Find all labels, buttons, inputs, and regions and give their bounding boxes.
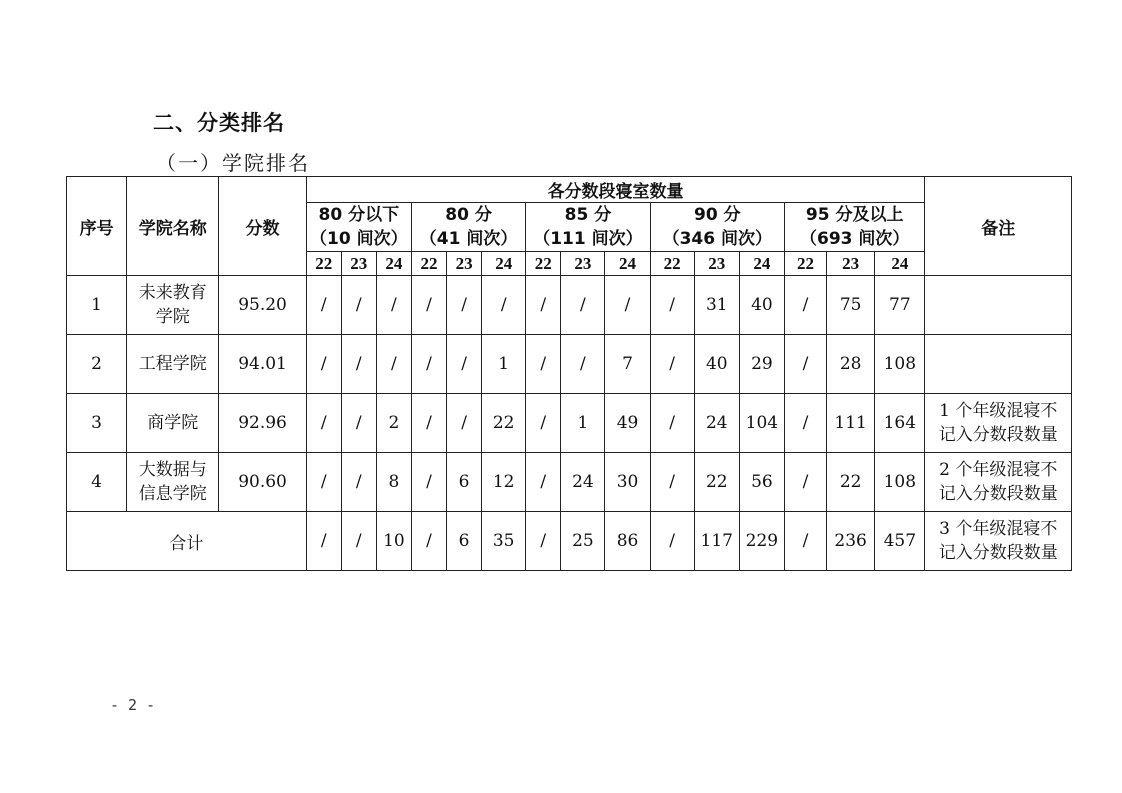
row-count-cell: 111 (827, 394, 875, 453)
header-range-2 (526, 203, 650, 252)
row-count-cell: 1 (561, 394, 605, 453)
table-row (67, 394, 1072, 453)
row-count-cell: 108 (875, 335, 925, 394)
header-year: 23 (341, 252, 376, 276)
total-label: 合计 (67, 512, 307, 571)
row-score: 94.01 (219, 335, 306, 394)
row-score: 95.20 (219, 276, 306, 335)
row-index: 2 (67, 335, 127, 394)
total-count-cell: / (526, 512, 561, 571)
table-row (67, 276, 1072, 335)
line: 信息学院 (138, 484, 207, 504)
row-count-cell: / (526, 453, 561, 512)
total-count-cell: / (306, 512, 341, 571)
row-count-cell: / (650, 335, 694, 394)
total-count-cell: 35 (482, 512, 526, 571)
row-count-cell: / (605, 276, 650, 335)
header-year: 23 (827, 252, 875, 276)
header-college: 学院名称 (127, 177, 219, 276)
total-count-cell: 236 (827, 512, 875, 571)
row-remark (925, 276, 1072, 335)
college-ranking-table (66, 176, 1072, 571)
row-remark (925, 453, 1072, 512)
range-count: （10 间次） (310, 229, 408, 249)
row-count-cell: 22 (827, 453, 875, 512)
range-count: （111 间次） (533, 229, 643, 249)
row-index: 1 (67, 276, 127, 335)
total-row (67, 512, 1072, 571)
header-year: 23 (561, 252, 605, 276)
line: 商学院 (147, 413, 199, 433)
row-count-cell: / (411, 453, 446, 512)
row-count-cell: / (447, 276, 482, 335)
row-remark (925, 394, 1072, 453)
row-count-cell: / (306, 394, 341, 453)
total-remark (925, 512, 1072, 571)
row-count-cell: 40 (694, 335, 739, 394)
range-label: 95 分及以上 (805, 205, 904, 225)
row-remark (925, 335, 1072, 394)
header-year: 24 (605, 252, 650, 276)
row-count-cell: 56 (739, 453, 784, 512)
row-college (127, 453, 219, 512)
row-count-cell: / (341, 453, 376, 512)
header-year: 23 (694, 252, 739, 276)
line: 记入分数段数量 (938, 484, 1058, 504)
range-label: 85 分 (564, 205, 612, 225)
row-count-cell: / (482, 276, 526, 335)
header-range-1 (411, 203, 525, 252)
row-count-cell: / (306, 276, 341, 335)
total-count-cell: 457 (875, 512, 925, 571)
header-year: 22 (411, 252, 446, 276)
row-count-cell: 31 (694, 276, 739, 335)
row-count-cell: 75 (827, 276, 875, 335)
row-count-cell: 22 (694, 453, 739, 512)
total-count-cell: / (341, 512, 376, 571)
row-count-cell: 40 (739, 276, 784, 335)
row-college (127, 276, 219, 335)
total-count-cell: 25 (561, 512, 605, 571)
row-count-cell: / (306, 453, 341, 512)
section-heading: 二、分类排名 (153, 111, 285, 135)
row-count-cell: / (447, 394, 482, 453)
row-college (127, 394, 219, 453)
row-count-cell: 28 (827, 335, 875, 394)
header-range-3 (650, 203, 784, 252)
row-count-cell: 6 (447, 453, 482, 512)
row-count-cell: / (650, 276, 694, 335)
header-year: 22 (526, 252, 561, 276)
row-count-cell: / (341, 394, 376, 453)
row-count-cell: / (526, 394, 561, 453)
table-row (67, 335, 1072, 394)
page-number: - 2 - (110, 696, 156, 714)
range-count: （693 间次） (800, 229, 910, 249)
header-year: 24 (482, 252, 526, 276)
row-count-cell: 104 (739, 394, 784, 453)
row-count-cell: / (306, 335, 341, 394)
row-count-cell: 29 (739, 335, 784, 394)
range-label: 90 分 (693, 205, 741, 225)
row-count-cell: / (341, 335, 376, 394)
line: 记入分数段数量 (938, 543, 1058, 563)
row-count-cell: / (526, 335, 561, 394)
row-count-cell: 8 (376, 453, 411, 512)
total-count-cell: 229 (739, 512, 784, 571)
row-count-cell: / (561, 276, 605, 335)
header-range-4 (784, 203, 925, 252)
range-label: 80 分 (445, 205, 492, 225)
total-count-cell: / (784, 512, 826, 571)
row-count-cell: / (650, 453, 694, 512)
row-count-cell: 24 (561, 453, 605, 512)
row-count-cell: / (784, 394, 826, 453)
row-count-cell: / (784, 453, 826, 512)
row-count-cell: / (376, 335, 411, 394)
header-year: 22 (650, 252, 694, 276)
row-count-cell: 24 (694, 394, 739, 453)
line: 记入分数段数量 (938, 425, 1058, 445)
line: 1 个年级混寝不 (939, 401, 1058, 421)
row-count-cell: / (376, 276, 411, 335)
total-count-cell: 86 (605, 512, 650, 571)
total-count-cell: 117 (694, 512, 739, 571)
total-count-cell: / (650, 512, 694, 571)
row-count-cell: / (411, 276, 446, 335)
row-count-cell: / (447, 335, 482, 394)
row-count-cell: / (561, 335, 605, 394)
header-year: 24 (875, 252, 925, 276)
header-score-range-group: 各分数段寝室数量 (306, 177, 925, 203)
row-index: 3 (67, 394, 127, 453)
row-count-cell: 22 (482, 394, 526, 453)
row-count-cell: / (411, 335, 446, 394)
header-year: 24 (739, 252, 784, 276)
row-count-cell: 1 (482, 335, 526, 394)
row-count-cell: / (784, 335, 826, 394)
header-range-0 (306, 203, 411, 252)
row-college (127, 335, 219, 394)
row-count-cell: / (411, 394, 446, 453)
row-count-cell: 49 (605, 394, 650, 453)
row-count-cell: 7 (605, 335, 650, 394)
row-count-cell: 77 (875, 276, 925, 335)
line: 工程学院 (138, 354, 207, 374)
header-remark: 备注 (925, 177, 1072, 276)
header-year: 24 (376, 252, 411, 276)
total-count-cell: 6 (447, 512, 482, 571)
row-count-cell: 164 (875, 394, 925, 453)
row-count-cell: 108 (875, 453, 925, 512)
row-score: 92.96 (219, 394, 306, 453)
row-count-cell: / (650, 394, 694, 453)
line: 3 个年级混寝不 (939, 519, 1058, 539)
range-label: 80 分以下 (318, 205, 400, 225)
row-count-cell: 30 (605, 453, 650, 512)
range-count: （41 间次） (419, 229, 518, 249)
total-count-cell: 10 (376, 512, 411, 571)
line: 大数据与 (138, 460, 207, 480)
header-year: 23 (447, 252, 482, 276)
line: 未来教育 (138, 283, 207, 303)
line: 学院 (155, 307, 190, 327)
range-count: （346 间次） (662, 229, 772, 249)
subsection-heading: （一）学院排名 (156, 151, 310, 175)
header-year: 22 (306, 252, 341, 276)
total-count-cell: / (411, 512, 446, 571)
row-index: 4 (67, 453, 127, 512)
row-score: 90.60 (219, 453, 306, 512)
table-row (67, 453, 1072, 512)
header-score: 分数 (219, 177, 306, 276)
row-count-cell: 2 (376, 394, 411, 453)
line: 2 个年级混寝不 (939, 460, 1058, 480)
row-count-cell: / (526, 276, 561, 335)
row-count-cell: / (341, 276, 376, 335)
row-count-cell: 12 (482, 453, 526, 512)
row-count-cell: / (784, 276, 826, 335)
header-year: 22 (784, 252, 826, 276)
header-index: 序号 (67, 177, 127, 276)
